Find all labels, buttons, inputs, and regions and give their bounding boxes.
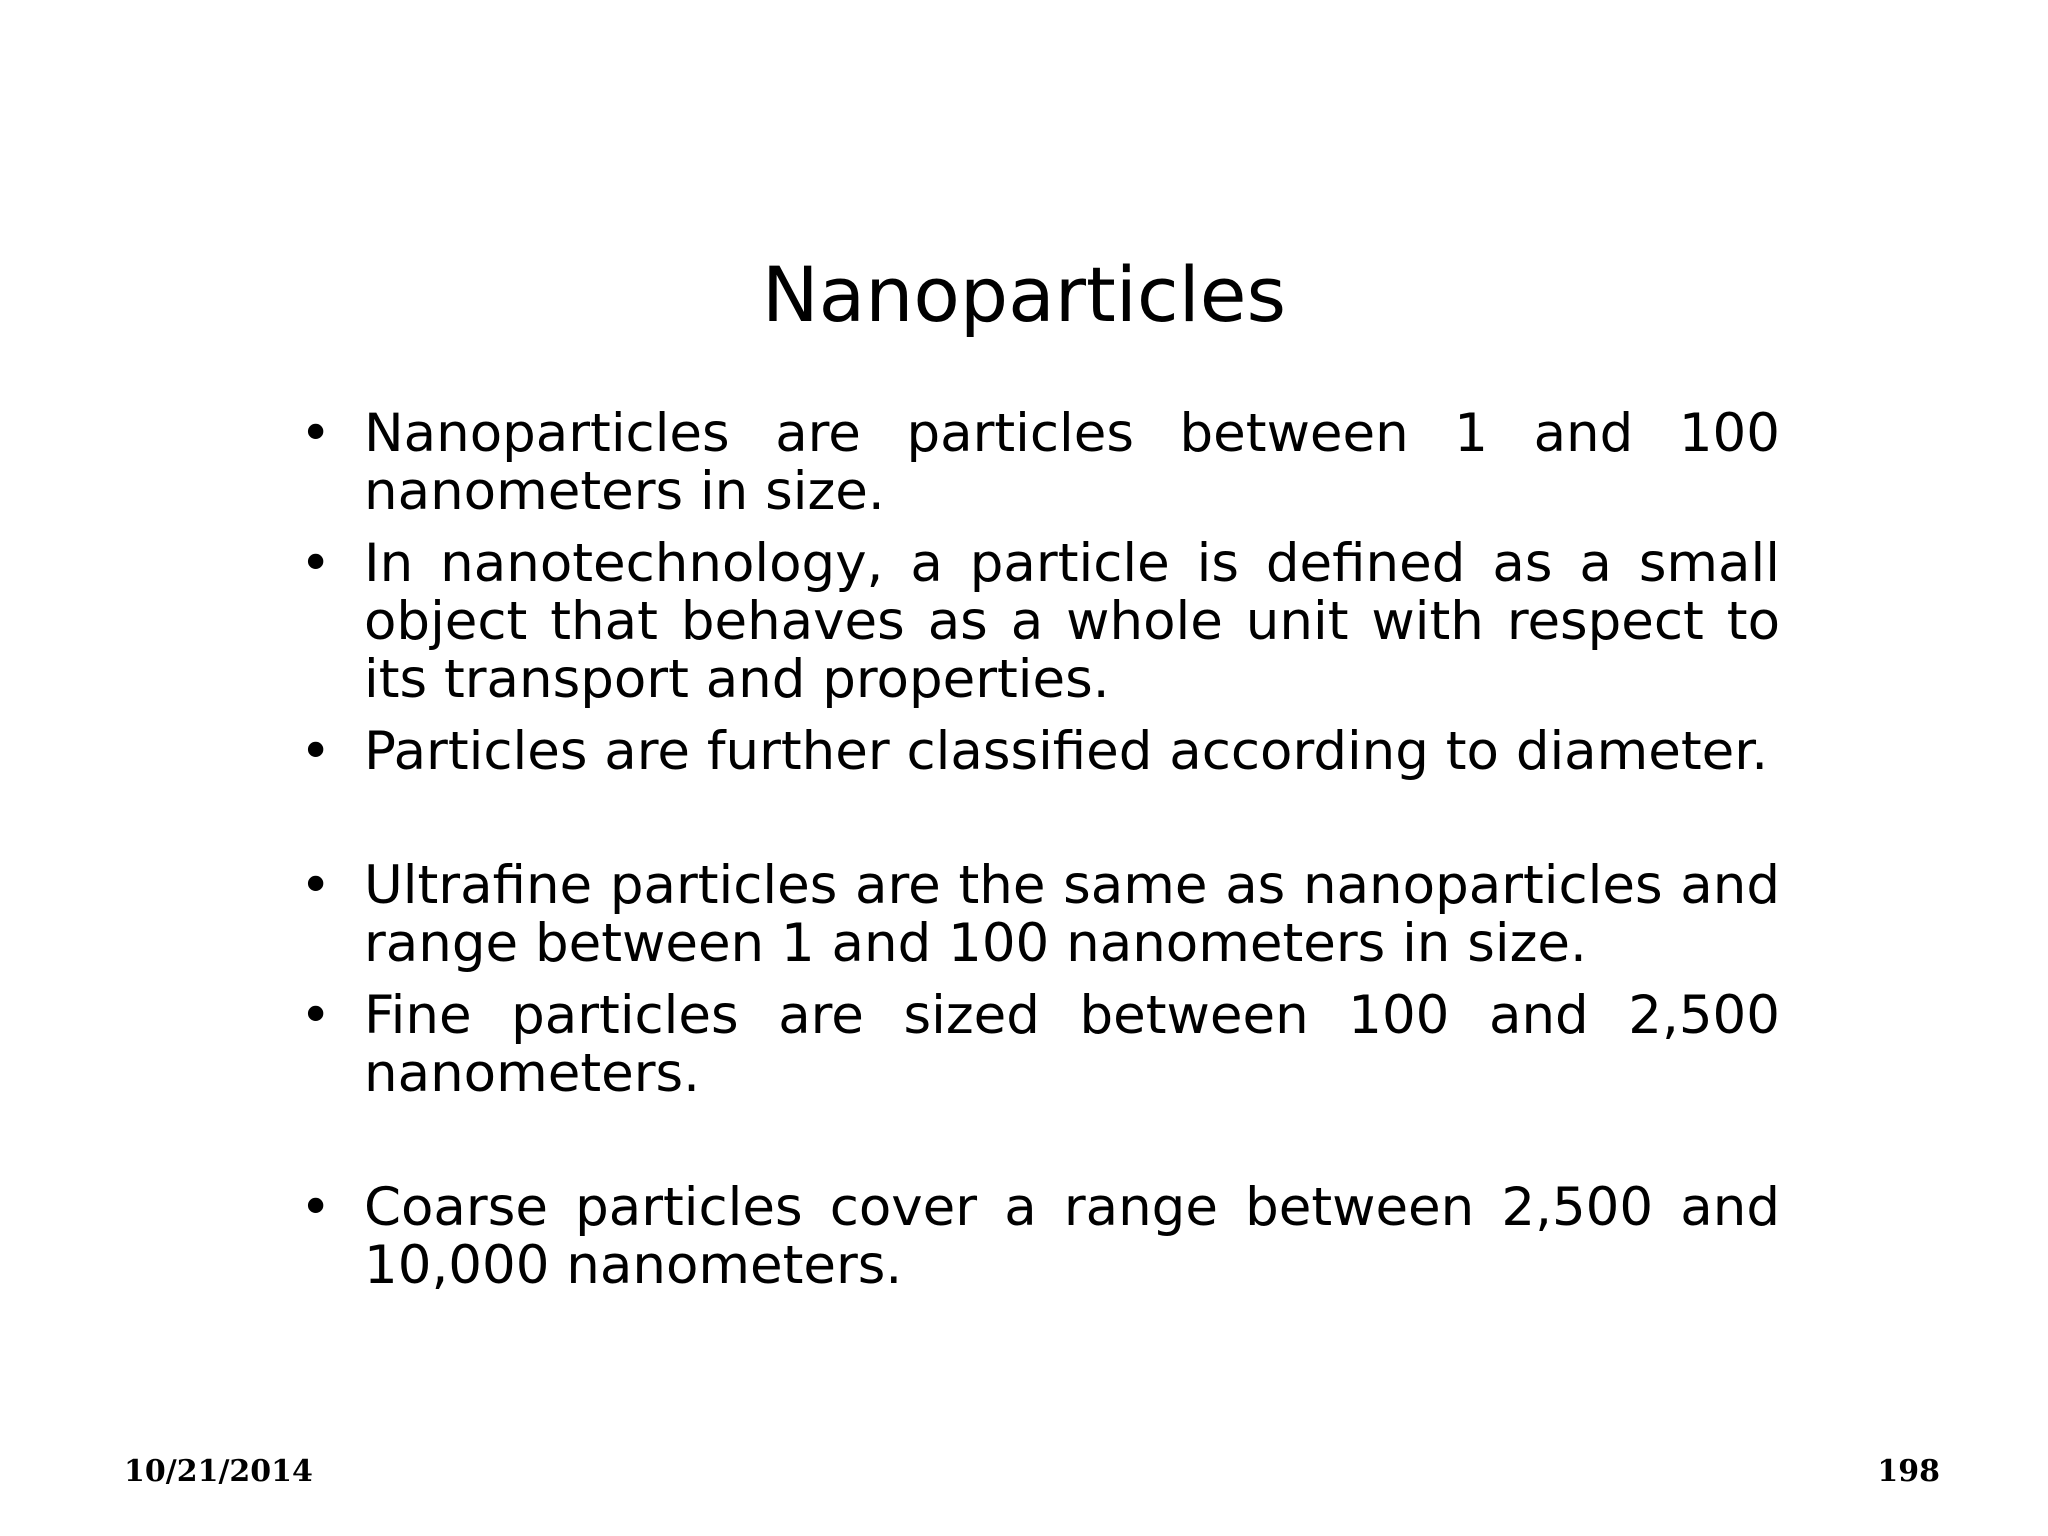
bullet-text: Ultrafine particles are the same as nanoparticles and range between 1 and 100 nanometers in size. — [364, 855, 1780, 974]
bullet-item — [300, 535, 1780, 709]
bullet-text: Nanoparticles are particles between 1 and 100 nanometers in size. — [364, 403, 1780, 522]
bullet-icon: • — [300, 855, 332, 916]
bullet-text: In nanotechnology, a particle is defined as a small object that behaves as a whole unit with respect to its transport and properties. — [364, 533, 1780, 710]
bullet-text: Coarse particles cover a range between 2,500 and 10,000 nanometers. — [364, 1177, 1780, 1296]
bullet-item — [300, 723, 1780, 781]
footer-date: 10/21/2014 — [124, 1454, 313, 1489]
bullet-list — [300, 405, 1780, 1309]
bullet-icon: • — [300, 1177, 332, 1238]
bullet-icon: • — [300, 985, 332, 1046]
bullet-item — [300, 405, 1780, 521]
page-number: 198 — [1877, 1454, 1940, 1489]
bullet-text: Fine particles are sized between 100 and 2,500 nanometers. — [364, 985, 1780, 1104]
bullet-icon: • — [300, 403, 332, 464]
bullet-icon: • — [300, 533, 332, 594]
bullet-icon: • — [300, 721, 332, 782]
bullet-item — [300, 857, 1780, 973]
bullet-item — [300, 987, 1780, 1103]
bullet-item — [300, 1179, 1780, 1295]
slide-title: Nanoparticles — [761, 250, 1287, 339]
bullet-text: Particles are further classified according to diameter. — [364, 721, 1769, 782]
